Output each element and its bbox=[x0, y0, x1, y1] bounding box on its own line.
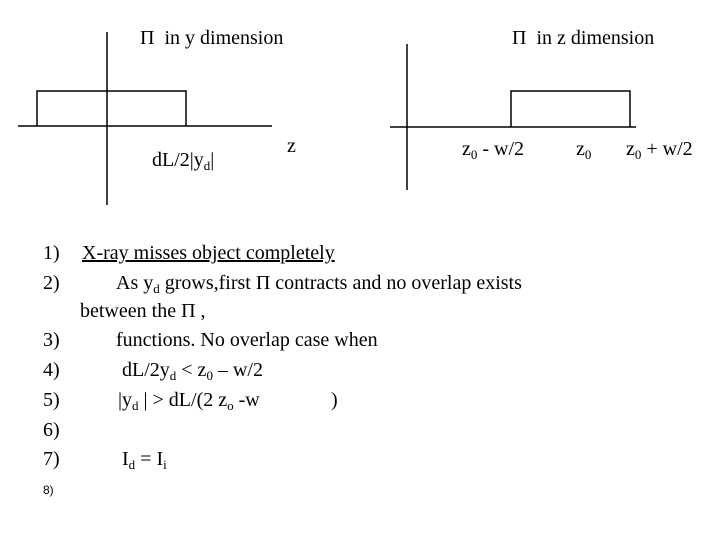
tick-label-lower-edge: $z_0 - w/2$ bbox=[462, 138, 525, 162]
left-title-text: in y dimension bbox=[164, 27, 284, 49]
right-title-text: in z dimension bbox=[536, 27, 655, 49]
list-line-7: $I_d = I_i$ bbox=[122, 448, 167, 472]
tick-label-upper-edge: $z_0 + w/2$ bbox=[626, 138, 693, 162]
list-number-3: 3) bbox=[43, 329, 60, 351]
list-number-6: 6) bbox=[43, 419, 60, 441]
list-number-8: 8) bbox=[43, 483, 54, 497]
pi-symbol: Π bbox=[140, 27, 155, 49]
list-line-2-continued: between the Π , bbox=[80, 300, 206, 322]
pi-symbol: Π bbox=[512, 27, 527, 49]
right-panel-title bbox=[512, 26, 654, 50]
right-rect-function bbox=[511, 91, 630, 127]
list-line-1: X-ray misses object completely bbox=[82, 242, 335, 264]
list-number-7: 7) bbox=[43, 448, 60, 470]
list-line-4: $dL/2y_d < z_0 - w/2$ bbox=[122, 359, 263, 383]
left-rect-half-width-label: $dL/2|y_d|$ bbox=[152, 149, 215, 173]
left-rect-function bbox=[37, 91, 186, 126]
list-number-5: 5) bbox=[43, 389, 60, 411]
left-panel-title bbox=[140, 26, 283, 50]
list-line-2: As $y_d$ grows,first Π contracts and no overlap exists bbox=[116, 272, 522, 296]
list-line-5-close-paren: ) bbox=[331, 389, 338, 411]
list-number-2: 2) bbox=[43, 272, 60, 294]
list-line-3: functions. No overlap case when bbox=[116, 329, 378, 351]
list-number-1: 1) bbox=[43, 242, 60, 264]
tick-label-center: $z_0$ bbox=[576, 138, 592, 162]
list-number-4: 4) bbox=[43, 359, 60, 381]
left-axis-label-z: z bbox=[287, 135, 296, 157]
list-line-5: $|y_d$ | > dL/(2 $z_o$ -w bbox=[118, 389, 260, 413]
